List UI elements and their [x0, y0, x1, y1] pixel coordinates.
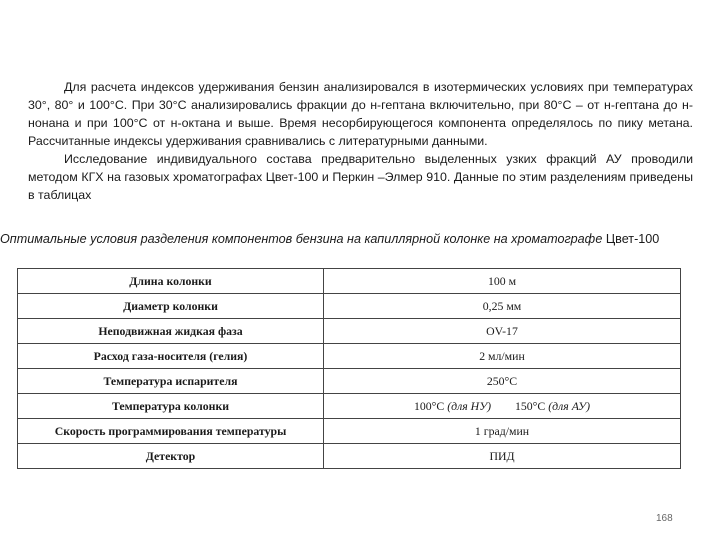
- param-name-cell: Диаметр колонки: [18, 294, 324, 319]
- param-value-cell: 1 град/мин: [324, 419, 681, 444]
- paragraph-individual-composition: Исследование индивидуального состава предварительно выделенных узких фракций АУ проводили методом КГХ на газовых хроматографах Цвет-100 и Перкин –Элмер 910. Данные по этим разделениям приведены в таблицах: [28, 152, 693, 202]
- table-row: [18, 269, 681, 294]
- param-value-cell: [324, 394, 681, 419]
- column-temp-nu-note: (для НУ): [447, 398, 492, 413]
- param-value-cell: 250°С: [324, 369, 681, 394]
- column-temp-au-note: (для АУ): [548, 398, 591, 413]
- table-row: [18, 394, 681, 419]
- separation-conditions-table: [17, 268, 681, 469]
- param-name-cell: Неподвижная жидкая фаза: [18, 319, 324, 344]
- param-value-cell: 2 мл/мин: [324, 344, 681, 369]
- param-name-cell: Температура испарителя: [18, 369, 324, 394]
- table-row: [18, 319, 681, 344]
- param-value-cell: ПИД: [324, 444, 681, 469]
- param-name-cell: Расход газа-носителя (гелия): [18, 344, 324, 369]
- paragraph-retention-indices: Для расчета индексов удерживания бензин анализировался в изотермических условиях при температурах 30°, 80° и 100°С. При 30°С анализировались фракции до н-гептана включительно, при 80°С – от н-гептана до н-нонана и при 100°С от н-октана и выше. Время несорбирующегося компонента определялось по пику метана. Рассчитанные индексы удерживания сравнивались с литературными данными.: [28, 80, 693, 148]
- table-caption: [0, 230, 720, 248]
- body-text: [28, 78, 693, 204]
- param-value-cell: 100 м: [324, 269, 681, 294]
- page-number: 168: [656, 513, 673, 524]
- table-row: [18, 444, 681, 469]
- param-name-cell: Температура колонки: [18, 394, 324, 419]
- table-row: [18, 294, 681, 319]
- column-temp-nu: 100°С: [413, 398, 445, 413]
- param-value-cell: 0,25 мм: [324, 294, 681, 319]
- param-name-cell: Детектор: [18, 444, 324, 469]
- table-row: [18, 369, 681, 394]
- table-caption-italic: Оптимальные условия разделения компонентов бензина на капиллярной колонке на хроматографе: [0, 232, 603, 246]
- column-temp-au: 150°С: [514, 398, 546, 413]
- param-name-cell: Длина колонки: [18, 269, 324, 294]
- table-row: [18, 419, 681, 444]
- param-name-cell: Скорость программирования температуры: [18, 419, 324, 444]
- param-value-cell: OV-17: [324, 319, 681, 344]
- table-row: [18, 344, 681, 369]
- table-caption-instrument: Цвет-100: [602, 232, 660, 246]
